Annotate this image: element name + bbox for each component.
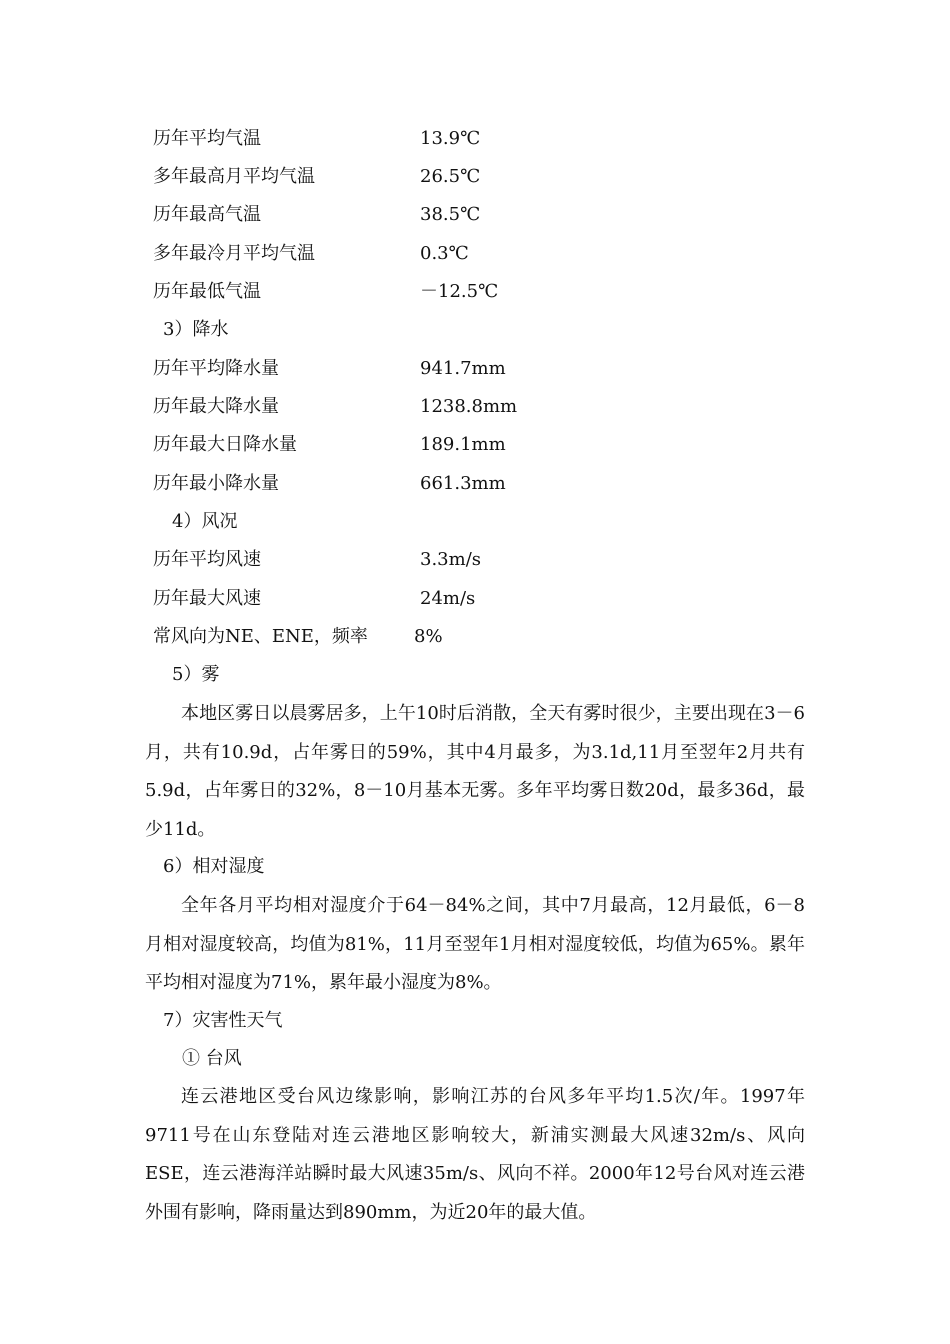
fog-paragraph: 本地区雾日以晨雾居多，上午10时后消散，全天有雾时很少，主要出现在3－6月，共有10.9d，占年雾日的59%，其中4月最多，为3.1d,11月至翌年2月共有5.9d，占年雾日的32%，8－10月基本无雾。多年平均雾日数20d，最多36d，最少11d。 [145, 703, 805, 840]
precip-value-max: 1238.8mm [420, 396, 518, 417]
precip-label-max-day: 历年最大日降水量 [153, 434, 297, 455]
fog-heading: 5）雾 [172, 664, 220, 685]
humidity-heading: 6）相对湿度 [163, 856, 265, 877]
precipitation-heading: 3）降水 [163, 319, 229, 340]
precip-label-avg: 历年平均降水量 [153, 358, 279, 379]
temp-value-avg: 13.9℃ [420, 128, 481, 149]
wind-label-avg: 历年平均风速 [153, 549, 261, 570]
wind-label-direction: 常风向为NE、ENE，频率 [153, 626, 368, 647]
temp-label-min: 历年最低气温 [153, 281, 261, 302]
precip-value-min: 661.3mm [420, 473, 506, 494]
precip-label-min: 历年最小降水量 [153, 473, 279, 494]
wind-value-frequency: 8% [414, 626, 443, 647]
wind-value-avg: 3.3m/s [420, 549, 481, 570]
disaster-heading: 7）灾害性天气 [163, 1010, 283, 1031]
temp-value-min: －12.5℃ [420, 281, 499, 302]
humidity-paragraph: 全年各月平均相对湿度介于64－84%之间，其中7月最高，12月最低，6－8月相对湿度较高，均值为81%，11月至翌年1月相对湿度较低，均值为65%。累年平均相对湿度为71%，累年最小湿度为8%。 [145, 895, 805, 993]
temp-label-max-month: 多年最高月平均气温 [153, 166, 315, 187]
temp-label-avg: 历年平均气温 [153, 128, 261, 149]
temp-value-max: 38.5℃ [420, 204, 481, 225]
typhoon-paragraph: 连云港地区受台风边缘影响，影响江苏的台风多年平均1.5次/年。1997年9711号在山东登陆对连云港地区影响较大，新浦实测最大风速32m/s、风向ESE，连云港海洋站瞬时最大风速35m/s、风向不祥。2000年12号台风对连云港外围有影响，降雨量达到890mm，为近20年的最大值。 [145, 1086, 805, 1223]
precip-value-max-day: 189.1mm [420, 434, 506, 455]
precip-value-avg: 941.7mm [420, 358, 506, 379]
wind-label-max: 历年最大风速 [153, 588, 261, 609]
wind-heading: 4）风况 [172, 511, 238, 532]
wind-value-max: 24m/s [420, 588, 476, 609]
typhoon-heading: ① 台风 [182, 1048, 242, 1069]
temp-label-cold-month: 多年最冷月平均气温 [153, 243, 315, 264]
temp-value-cold-month: 0.3℃ [420, 243, 469, 264]
precip-label-max: 历年最大降水量 [153, 396, 279, 417]
temp-value-max-month: 26.5℃ [420, 166, 481, 187]
temp-label-max: 历年最高气温 [153, 204, 261, 225]
